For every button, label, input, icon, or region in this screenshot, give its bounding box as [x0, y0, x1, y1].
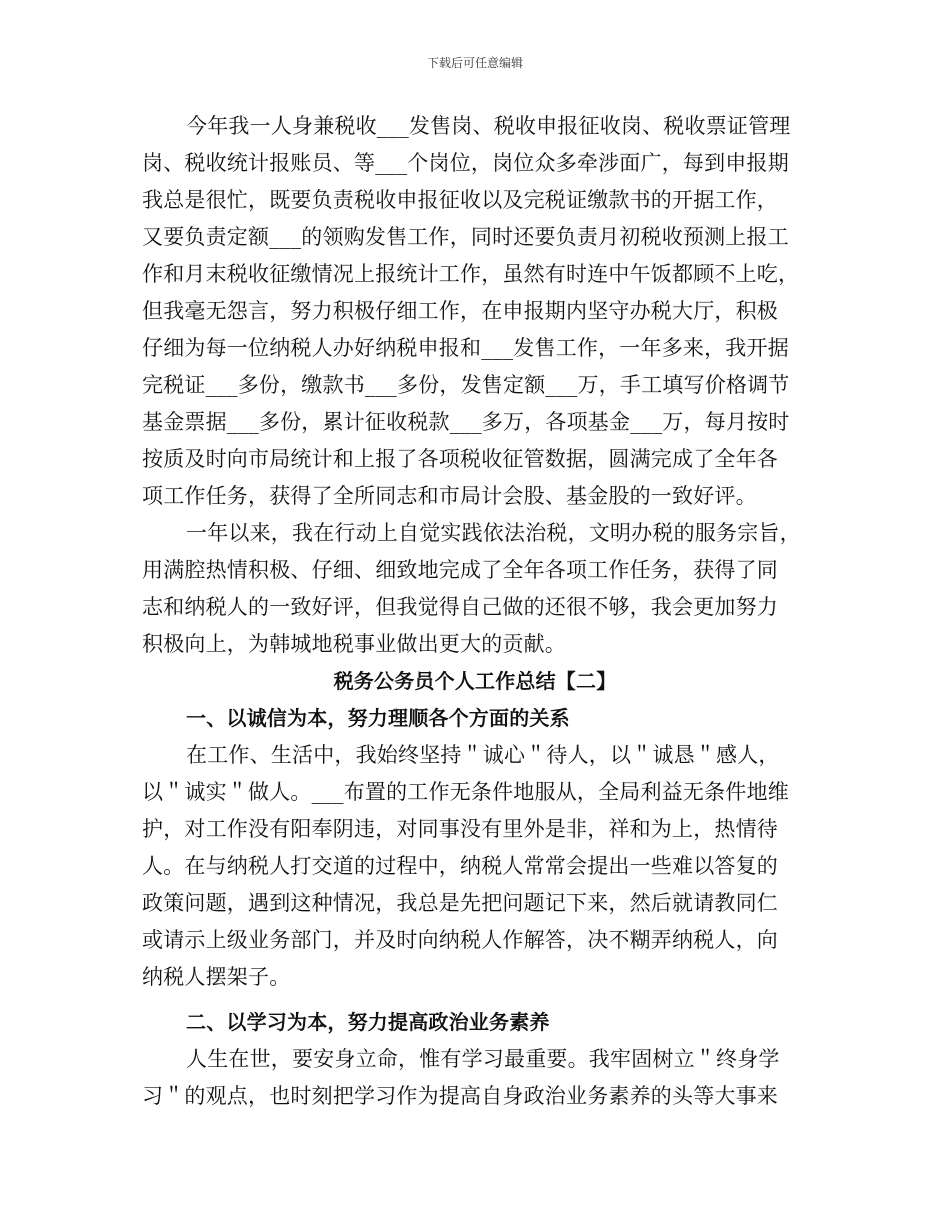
text-line: 人。在与纳税人打交道的过程中，纳税人常常会提出一些难以答复的 — [142, 854, 778, 878]
text-line: 又要负责定额___的领购发售工作，同时还要负责月初税收预测上报工 — [142, 225, 789, 249]
text-line: 在工作、生活中，我始终坚持＂诚心＂待人，以＂诚恳＂感人， — [186, 743, 780, 767]
text-line: 护，对工作没有阳奉阴违，对同事没有里外是非，祥和为上，热情待 — [142, 817, 778, 841]
text-line: 用满腔热情积极、仔细、细致地完成了全年各项工作任务，获得了同 — [142, 558, 778, 582]
spacer — [142, 996, 808, 1004]
text-line: 按质及时向市局统计和上报了各项税收征管数据，圆满完成了全年各 — [142, 447, 778, 471]
text-line: 我总是很忙，既要负责税收申报征收以及完税证缴款书的开据工作， — [142, 188, 778, 212]
text-line: 完税证___多份，缴款书___多份，发售定额___万，手工填写价格调节 — [142, 373, 790, 397]
paragraph-2 — [142, 515, 808, 663]
text-line: 仔细为每一位纳税人办好纳税申报和___发售工作，一年多来，我开据 — [142, 336, 789, 360]
text-line: 以＂诚实＂做人。___布置的工作无条件地服从，全局利益无条件地维 — [142, 780, 789, 804]
text-line: 作和月末税收征缴情况上报统计工作，虽然有时连中午饭都顾不上吃， — [142, 262, 800, 286]
paragraph-4 — [142, 1041, 808, 1115]
text-line: 今年我一人身兼税收___发售岗、税收申报征收岗、税收票证管理 — [186, 114, 791, 138]
text-line: 项工作任务，获得了全所同志和市局计会股、基金股的一致好评。 — [142, 484, 757, 508]
document-body — [142, 108, 808, 1115]
text-line: 人生在世，要安身立命，惟有学习最重要。我牢固树立＂终身学 — [186, 1047, 780, 1071]
text-line: 基金票据___多份，累计征收税款___多万，各项基金___万，每月按时 — [142, 410, 790, 434]
text-line: 纳税人摆架子。 — [142, 965, 291, 989]
text-line: 积极向上，为韩城地税事业做出更大的贡献。 — [142, 632, 566, 656]
text-line: 习＂的观点，也时刻把学习作为提高自身政治业务素养的头等大事来 — [142, 1084, 778, 1108]
page-header: 下载后可任意编辑 — [426, 56, 523, 70]
text-line: 岗、税收统计报账员、等___个岗位，岗位众多牵涉面广，每到申报期 — [142, 151, 789, 175]
text-line: 一年以来，我在行动上自觉实践依法治税，文明办税的服务宗旨， — [186, 521, 801, 545]
section-heading-2: 二、以学习为本，努力提高政治业务素养 — [186, 1010, 550, 1034]
paragraph-3 — [142, 737, 808, 996]
text-line: 或请示上级业务部门，并及时向纳税人作解答，决不糊弄纳税人，向 — [142, 928, 778, 952]
section-title: 税务公务员个人工作总结【二】 — [333, 669, 617, 693]
section-heading-1: 一、以诚信为本，努力理顺各个方面的关系 — [186, 706, 570, 730]
paragraph-1 — [142, 108, 808, 515]
text-line: 志和纳税人的一致好评，但我觉得自己做的还很不够，我会更加努力 — [142, 595, 778, 619]
text-line: 政策问题，遇到这种情况，我总是先把问题记下来，然后就请教同仁 — [142, 891, 778, 915]
text-line: 但我毫无怨言，努力积极仔细工作，在申报期内坚守办税大厅，积极 — [142, 299, 778, 323]
